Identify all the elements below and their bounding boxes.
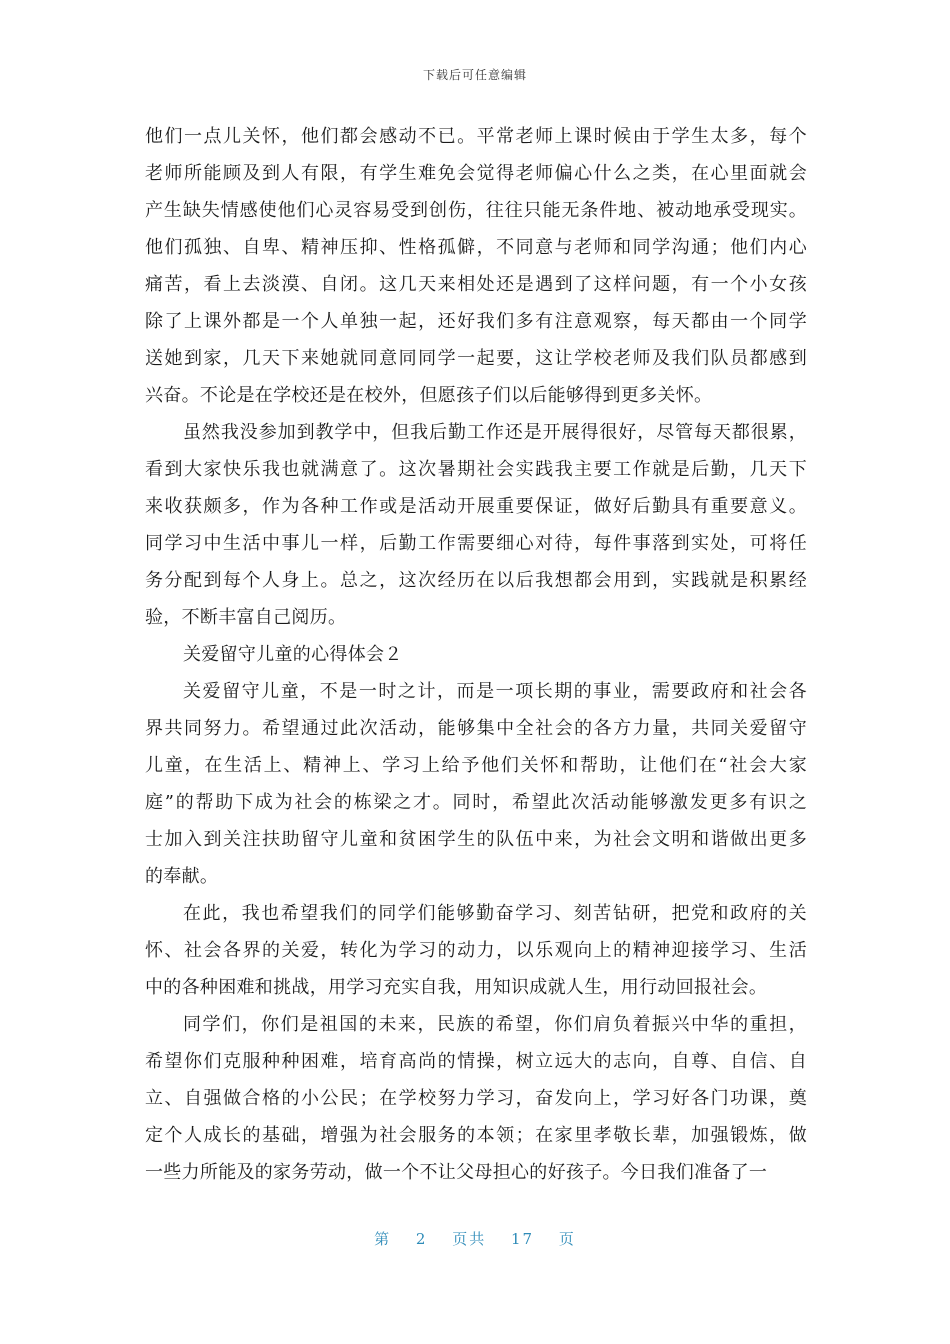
text-line: 中的各种困难和挑战，用学习充实自我，用知识成就人生，用行动回报社会。 [145, 977, 768, 998]
text-line: 在此，我也希望我们的同学们能够勤奋学习、刻苦钻研，把党和政府的关 [183, 903, 807, 924]
text-line: 兴奋。不论是在学校还是在校外，但愿孩子们以后能够得到更多关怀。 [145, 385, 713, 406]
text-line: 希望你们克服种种困难，培育高尚的情操，树立远大的志向，自尊、自信、自 [145, 1051, 807, 1072]
page-number-footer [0, 1228, 950, 1249]
paragraph [145, 673, 807, 895]
text-line: 的奉献。 [145, 866, 219, 887]
text-line: 痛苦，看上去淡漠、自闭。这几天来相处还是遇到了这样问题，有一个小女孩 [145, 274, 807, 295]
paragraph [145, 1006, 807, 1191]
text-line: 怀、社会各界的关爱，转化为学习的动力，以乐观向上的精神迎接学习、生活 [145, 940, 807, 961]
text-line: 同学们，你们是祖国的未来，民族的希望，你们肩负着振兴中华的重担， [183, 1014, 807, 1035]
text-line: 老师所能顾及到人有限，有学生难免会觉得老师偏心什么之类，在心里面就会 [145, 163, 807, 184]
document-body [145, 118, 807, 1191]
text-line: 虽然我没参加到教学中，但我后勤工作还是开展得很好，尽管每天都很累， [183, 422, 807, 443]
text-line: 除了上课外都是一个人单独一起，还好我们多有注意观察，每天都由一个同学 [145, 311, 807, 332]
paragraph [145, 414, 807, 636]
text-line: 送她到家，几天下来她就同意同同学一起要，这让学校老师及我们队员都感到 [145, 348, 807, 369]
text-line: 来收获颇多，作为各种工作或是活动开展重要保证，做好后勤具有重要意义。 [145, 496, 807, 517]
paragraph [145, 118, 807, 414]
text-line: 定个人成长的基础，增强为社会服务的本领；在家里孝敬长辈，加强锻炼，做 [145, 1125, 807, 1146]
text-line: 他们孤独、自卑、精神压抑、性格孤僻，不同意与老师和同学沟通；他们内心 [145, 237, 807, 258]
paragraph [145, 636, 807, 673]
footer-middle: 页共 [452, 1230, 487, 1248]
text-line: 同学习中生活中事儿一样，后勤工作需要细心对待，每件事落到实处，可将任 [145, 533, 807, 554]
text-line: 界共同努力。希望通过此次活动，能够集中全社会的各方力量，共同关爱留守 [145, 718, 807, 739]
footer-current-page: 2 [415, 1230, 428, 1248]
paragraph [145, 895, 807, 1006]
text-line: 他们一点儿关怀，他们都会感动不已。平常老师上课时候由于学生太多，每个 [145, 126, 807, 147]
footer-suffix: 页 [558, 1230, 576, 1248]
text-line: 产生缺失情感使他们心灵容易受到创伤，往往只能无条件地、被动地承受现实。 [145, 200, 807, 221]
text-line: 立、自强做合格的小公民；在学校努力学习，奋发向上，学习好各门功课，奠 [145, 1088, 807, 1109]
page-header-note: 下载后可任意编辑 [422, 68, 527, 82]
footer-prefix: 第 [374, 1230, 392, 1248]
text-line: 儿童，在生活上、精神上、学习上给予他们关怀和帮助，让他们在“社会大家 [145, 755, 807, 776]
text-line: 关爱留守儿童，不是一时之计，而是一项长期的事业，需要政府和社会各 [183, 681, 807, 702]
text-line: 庭”的帮助下成为社会的栋梁之才。同时，希望此次活动能够激发更多有识之 [145, 792, 807, 813]
text-line: 看到大家快乐我也就满意了。这次暑期社会实践我主要工作就是后勤，几天下 [145, 459, 807, 480]
footer-total-pages: 17 [511, 1230, 535, 1248]
text-line: 一些力所能及的家务劳动，做一个不让父母担心的好孩子。今日我们准备了一 [145, 1162, 768, 1183]
text-line: 务分配到每个人身上。总之，这次经历在以后我想都会用到，实践就是积累经 [145, 570, 807, 591]
text-line: 关爱留守儿童的心得体会２ [183, 644, 403, 665]
text-line: 验，不断丰富自己阅历。 [145, 607, 347, 628]
text-line: 士加入到关注扶助留守儿童和贫困学生的队伍中来，为社会文明和谐做出更多 [145, 829, 807, 850]
